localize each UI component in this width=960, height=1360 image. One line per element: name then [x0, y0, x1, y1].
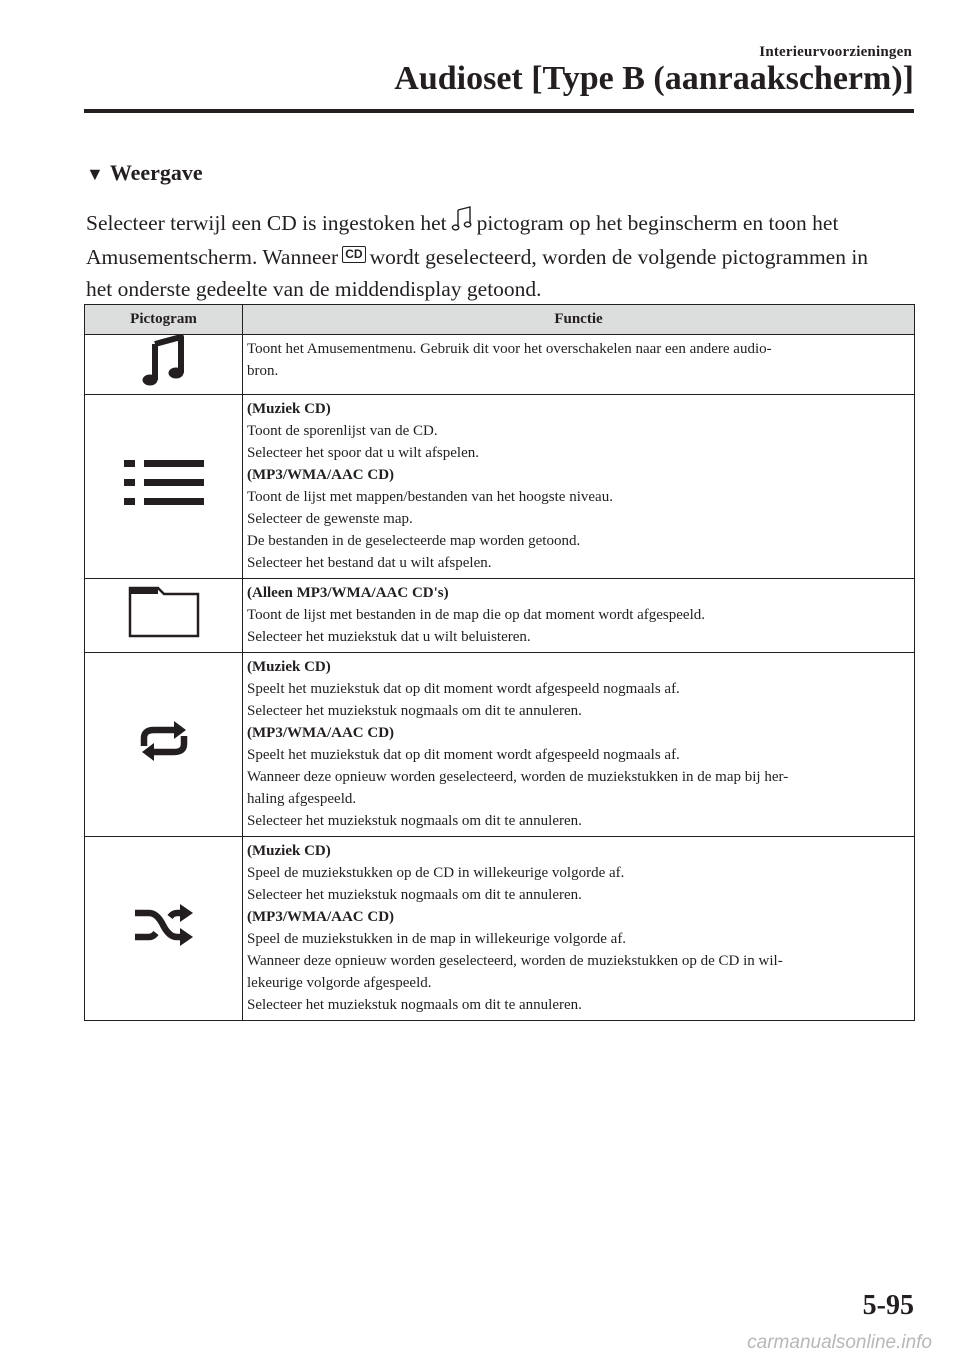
function-cell: [243, 335, 915, 395]
table-header-row: [85, 305, 915, 335]
header-rule: [84, 109, 914, 113]
column-header-function: Functie: [243, 305, 915, 335]
function-text: Selecteer het muziekstuk nogmaals om dit te annuleren.: [247, 703, 582, 719]
page-title: Audioset [Type B (aanraakscherm)]: [394, 60, 914, 97]
function-text: Speel de muziekstukken op de CD in willekeurige volgorde af.: [247, 865, 625, 881]
intro-text: wordt geselecteerd, worden de volgende pictogrammen in: [369, 245, 869, 269]
function-text: lekeurige volgorde afgespeeld.: [247, 975, 432, 991]
function-text: haling afgespeeld.: [247, 791, 357, 807]
function-text: Selecteer het muziekstuk nogmaals om dit te annuleren.: [247, 997, 582, 1013]
table-row: [85, 335, 915, 395]
watermark: carmanualsonline.info: [747, 1332, 932, 1353]
function-text: Selecteer de gewenste map.: [247, 511, 413, 527]
function-text: bron.: [247, 363, 279, 379]
function-text: Wanneer deze opnieuw worden geselecteerd, worden de muziekstukken in de map bij her-: [247, 769, 789, 785]
function-subheading: (MP3/WMA/AAC CD): [247, 467, 395, 483]
section-heading-text: Weergave: [109, 160, 203, 185]
table-row: [85, 395, 915, 579]
function-subheading: (MP3/WMA/AAC CD): [247, 725, 395, 741]
function-text: Selecteer het bestand dat u wilt afspelen.: [247, 555, 492, 571]
icon-cell: [85, 653, 243, 837]
intro-text: Selecteer terwijl een CD is ingestoken het: [86, 211, 447, 235]
function-cell: [243, 653, 915, 837]
intro-text: pictogram op het beginscherm en toon het: [476, 211, 839, 235]
function-subheading: (Alleen MP3/WMA/AAC CD's): [247, 585, 449, 601]
icon-cell: [85, 395, 243, 579]
function-text: Speelt het muziekstuk dat op dit moment wordt afgespeeld nogmaals af.: [247, 747, 680, 763]
list-icon: [124, 496, 204, 512]
repeat-icon: [136, 750, 192, 766]
function-text: Speelt het muziekstuk dat op dit moment wordt afgespeeld nogmaals af.: [247, 681, 680, 697]
folder-icon: [128, 626, 200, 642]
function-text: Selecteer het muziekstuk nogmaals om dit te annuleren.: [247, 813, 582, 829]
intro-text: Amusementscherm. Wanneer: [86, 245, 339, 269]
shuffle-icon: [133, 935, 195, 951]
intro-line-2: [86, 241, 916, 273]
triangle-marker: ▼: [86, 164, 104, 184]
music-note-icon: [142, 375, 186, 391]
function-text: Selecteer het muziekstuk nogmaals om dit te annuleren.: [247, 887, 582, 903]
function-text: Toont de lijst met mappen/bestanden van het hoogste niveau.: [247, 489, 613, 505]
function-subheading: (Muziek CD): [247, 843, 331, 859]
music-note-icon: [451, 206, 473, 241]
function-subheading: (MP3/WMA/AAC CD): [247, 909, 395, 925]
function-text: Selecteer het spoor dat u wilt afspelen.: [247, 445, 480, 461]
icon-cell: [85, 335, 243, 395]
icon-cell: [85, 579, 243, 653]
function-subheading: (Muziek CD): [247, 401, 331, 417]
table-row: [85, 837, 915, 1021]
function-cell: [243, 837, 915, 1021]
function-text: Toont de sporenlijst van de CD.: [247, 423, 438, 439]
icon-cell: [85, 837, 243, 1021]
function-text: De bestanden in de geselecteerde map worden getoond.: [247, 533, 581, 549]
function-cell: [243, 395, 915, 579]
function-subheading: (Muziek CD): [247, 659, 331, 675]
function-text: Speel de muziekstukken in de map in willekeurige volgorde af.: [247, 931, 627, 947]
table-row: [85, 579, 915, 653]
intro-line-3: het onderste gedeelte van de middendisplay getoond.: [86, 277, 542, 301]
intro-line-1: [86, 206, 916, 241]
function-text: Toont de lijst met bestanden in de map die op dat moment wordt afgespeeld.: [247, 607, 706, 623]
function-text: Toont het Amusementmenu. Gebruik dit voor het overschakelen naar een andere audio-: [247, 341, 772, 357]
header-category: Interieurvoorzieningen: [759, 44, 912, 60]
page-number: 5-95: [862, 1290, 914, 1321]
column-header-icon: Pictogram: [85, 305, 243, 335]
intro-paragraph: [86, 206, 916, 305]
icon-function-table: [84, 304, 915, 1021]
table-row: [85, 653, 915, 837]
section-heading: [86, 160, 203, 186]
function-text: Selecteer het muziekstuk dat u wilt beluisteren.: [247, 629, 531, 645]
function-text: Wanneer deze opnieuw worden geselecteerd, worden de muziekstukken op de CD in wil-: [247, 953, 783, 969]
cd-icon: CD: [342, 246, 365, 263]
function-cell: [243, 579, 915, 653]
